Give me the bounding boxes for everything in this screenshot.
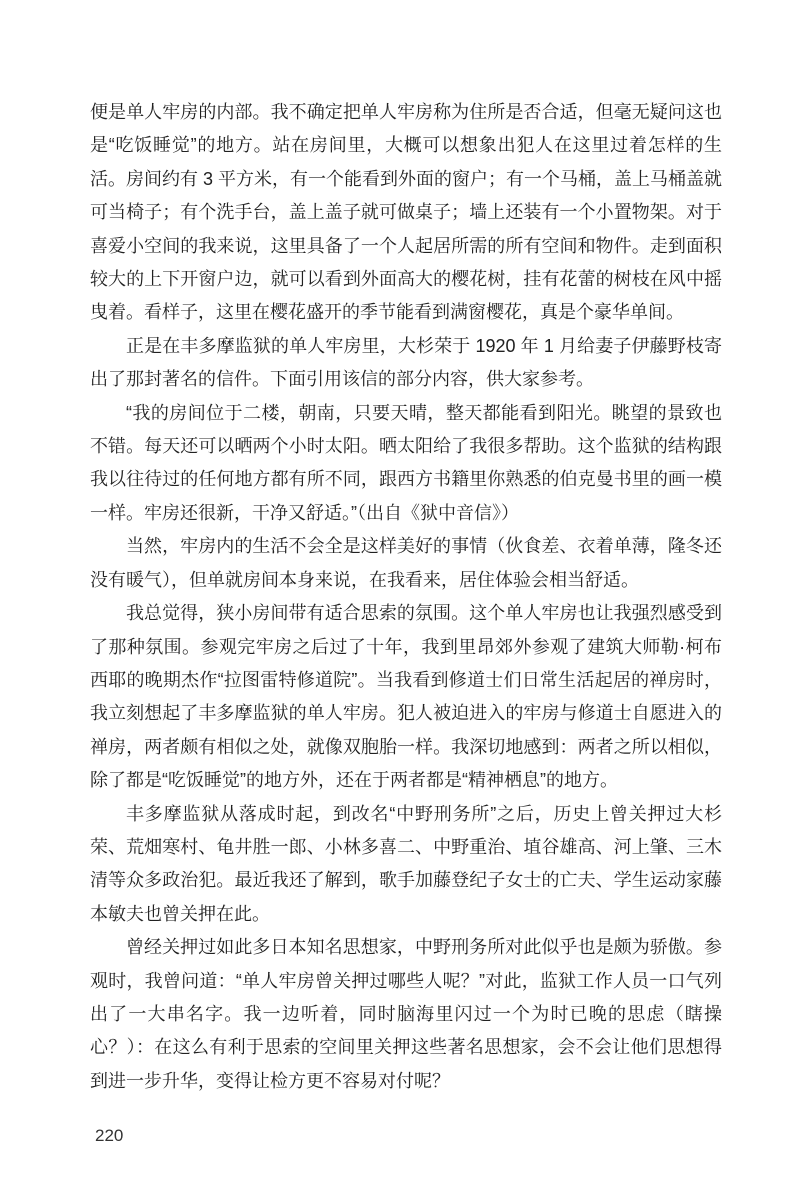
paragraph: 丰多摩监狱从落成时起，到改名“中野刑务所”之后，历史上曾关押过大杉荣、荒畑寒村、龟井胜一郎、小林多喜二、中野重治、埴谷雄高、河上肇、三木清等众多政治犯。最近我还了解到，歌手加藤登纪子女士的亡夫、学生运动家藤本敏夫也曾关押在此。 [90, 803, 722, 924]
text-block [90, 96, 722, 1098]
paragraph: 曾经关押过如此多日本知名思想家，中野刑务所对此似乎也是颇为骄傲。参观时，我曾问道：“单人牢房曾关押过哪些人呢？”对此，监狱工作人员一口气列出了一大串名字。我一边听着，同时脑海里闪过一个为时已晚的思虑（瞎操心？）：在这么有利于思索的空间里关押这些著名思想家，会不会让他们思想得到进一步升华，变得让检方更不容易对付呢？ [90, 937, 722, 1091]
paragraph: “我的房间位于二楼，朝南，只要天晴，整天都能看到阳光。眺望的景致也不错。每天还可以晒两个小时太阳。晒太阳给了我很多帮助。这个监狱的结构跟我以往待过的任何地方都有所不同，跟西方书籍里你熟悉的伯克曼书里的画一模一样。牢房还很新，干净又舒适。”（出自《狱中音信》） [90, 402, 722, 523]
paragraph: 正是在丰多摩监狱的单人牢房里，大杉荣于 1920 年 1 月给妻子伊藤野枝寄出了那封著名的信件。下面引用该信的部分内容，供大家参考。 [90, 335, 722, 390]
paragraph: 我总觉得，狭小房间带有适合思索的氛围。这个单人牢房也让我强烈感受到了那种氛围。参观完牢房之后过了十年，我到里昂郊外参观了建筑大师勒·柯布西耶的晚期杰作“拉图雷特修道院”。当我看到修道士们日常生活起居的禅房时，我立刻想起了丰多摩监狱的单人牢房。犯人被迫进入的牢房与修道士自愿进入的禅房，两者颇有相似之处，就像双胞胎一样。我深切地感到：两者之所以相似，除了都是“吃饭睡觉”的地方外，还在于两者都是“精神栖息”的地方。 [90, 603, 722, 791]
paragraph: 当然，牢房内的生活不会全是这样美好的事情（伙食差、衣着单薄，隆冬还没有暖气），但单就房间本身来说，在我看来，居住体验会相当舒适。 [90, 536, 722, 590]
paragraph: 便是单人牢房的内部。我不确定把单人牢房称为住所是否合适，但毫无疑问这也是“吃饭睡觉”的地方。站在房间里，大概可以想象出犯人在这里过着怎样的生活。房间约有 3 平方米，有一个能看到外面的窗户；有一个马桶，盖上马桶盖就可当椅子；有个洗手台，盖上盖子就可做桌子；墙上还装有一个小置物架。对于喜爱小空间的我来说，这里具备了一个人起居所需的所有空间和物件。走到面积较大的上下开窗户边，就可以看到外面高大的樱花树，挂有花蕾的树枝在风中摇曳着。看样子，这里在樱花盛开的季节能看到满窗樱花，真是个豪华单间。 [90, 102, 723, 323]
page-number: 220 [95, 1126, 124, 1145]
